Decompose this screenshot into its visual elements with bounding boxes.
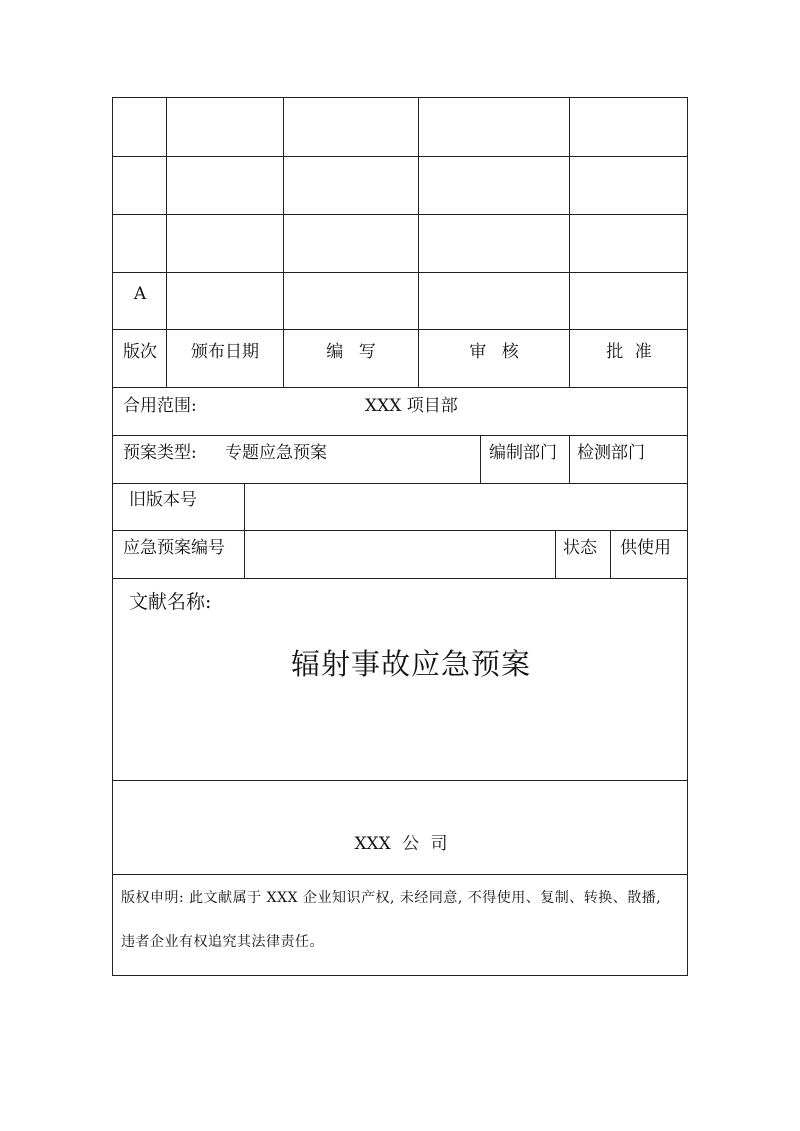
col-divider	[555, 530, 556, 578]
document-title: 辐射事故应急预案	[290, 647, 532, 681]
inspect-dept-label: 检测部门	[577, 443, 645, 463]
row-divider	[113, 578, 687, 579]
copyright-line-2: 违者企业有权追究其法律责任。	[121, 934, 324, 950]
document-cover-table	[112, 97, 688, 976]
col-divider	[418, 98, 419, 387]
header-review: 审 核	[469, 342, 519, 362]
row-divider	[113, 530, 687, 531]
col-divider	[610, 530, 611, 578]
row-divider	[113, 272, 687, 273]
scope-label: 合用范围:	[123, 396, 197, 416]
compile-dept-label: 编制部门	[489, 443, 557, 463]
row-divider	[113, 214, 687, 215]
company-name: XXX 公 司	[354, 834, 448, 854]
row-divider	[113, 874, 687, 875]
plan-type-value: 专题应急预案	[225, 443, 327, 463]
document-name-label: 文献名称:	[129, 591, 212, 613]
row-divider	[113, 387, 687, 388]
copyright-line-1: 版权申明: 此文献属于 XXX 企业知识产权, 未经同意, 不得使用、复制、转换、散播,	[121, 890, 662, 906]
plan-type-label: 预案类型:	[123, 443, 197, 463]
row-divider	[113, 329, 687, 330]
row-divider	[113, 435, 687, 436]
row-divider	[113, 156, 687, 157]
status-value: 供使用	[620, 538, 671, 558]
status-label: 状态	[563, 538, 597, 558]
header-date: 颁布日期	[191, 342, 259, 362]
col-divider	[569, 98, 570, 387]
col-divider	[166, 98, 167, 387]
row-divider	[113, 780, 687, 781]
row-divider	[113, 483, 687, 484]
col-divider	[244, 483, 245, 578]
header-version: 版次	[123, 342, 157, 362]
scope-value: XXX 项目部	[365, 396, 458, 416]
col-divider	[480, 435, 481, 483]
plan-number-label: 应急预案编号	[123, 538, 225, 558]
old-version-label: 旧版本号	[129, 490, 197, 510]
col-divider	[569, 435, 570, 483]
revision-version-cell: A	[133, 284, 147, 304]
header-approve: 批 准	[606, 342, 652, 362]
col-divider	[283, 98, 284, 387]
header-author: 编 写	[326, 342, 376, 362]
